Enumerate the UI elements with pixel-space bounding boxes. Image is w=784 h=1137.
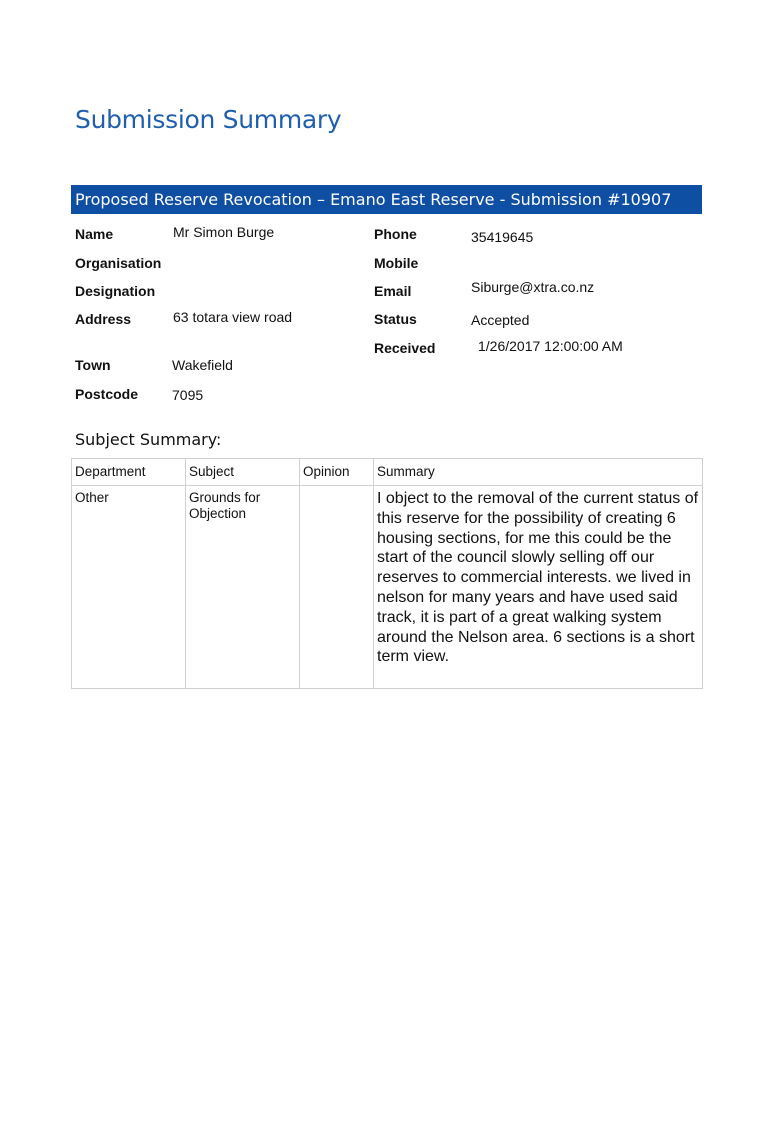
subject-cell: Grounds for Objection xyxy=(186,486,300,689)
address-value: 63 totara view road xyxy=(173,309,293,325)
subject-summary-table xyxy=(71,458,703,689)
email-value: Siburge@xtra.co.nz xyxy=(471,279,595,295)
postcode-value: 7095 xyxy=(172,387,204,403)
opinion-cell xyxy=(300,486,374,689)
summary-cell: I object to the removal of the current status of this reserve for the possibility of creating 6 housing sections, for me this could be the start of the council slowly selling off our reserves to commercial interests. we lived in nelson for many years and have used said track, it is part of a great walking system around the Nelson area. 6 sections is a short term view. xyxy=(374,486,703,689)
column-header-summary: Summary xyxy=(374,459,703,486)
town-value: Wakefield xyxy=(172,357,233,373)
phone-label: Phone xyxy=(374,226,417,242)
town-label: Town xyxy=(75,357,111,373)
table-header-row xyxy=(72,459,703,486)
email-label: Email xyxy=(374,283,412,299)
received-label: Received xyxy=(374,340,436,356)
department-cell: Other xyxy=(72,486,186,689)
column-header-subject: Subject xyxy=(186,459,300,486)
organisation-label: Organisation xyxy=(75,255,162,271)
postcode-label: Postcode xyxy=(75,386,139,402)
subject-summary-heading: Subject Summary: xyxy=(75,430,222,449)
status-value: Accepted xyxy=(471,312,530,328)
designation-label: Designation xyxy=(75,283,156,299)
received-value: 1/26/2017 12:00:00 AM xyxy=(478,338,623,354)
status-label: Status xyxy=(374,311,417,327)
table-row xyxy=(72,486,703,689)
column-header-department: Department xyxy=(72,459,186,486)
submission-banner: Proposed Reserve Revocation – Emano East Reserve - Submission #10907 xyxy=(71,185,702,214)
phone-value: 35419645 xyxy=(471,229,534,245)
mobile-label: Mobile xyxy=(374,255,419,271)
name-value: Mr Simon Burge xyxy=(173,224,275,240)
name-label: Name xyxy=(75,226,114,242)
column-header-opinion: Opinion xyxy=(300,459,374,486)
address-label: Address xyxy=(75,311,132,327)
page-title: Submission Summary xyxy=(75,105,342,134)
